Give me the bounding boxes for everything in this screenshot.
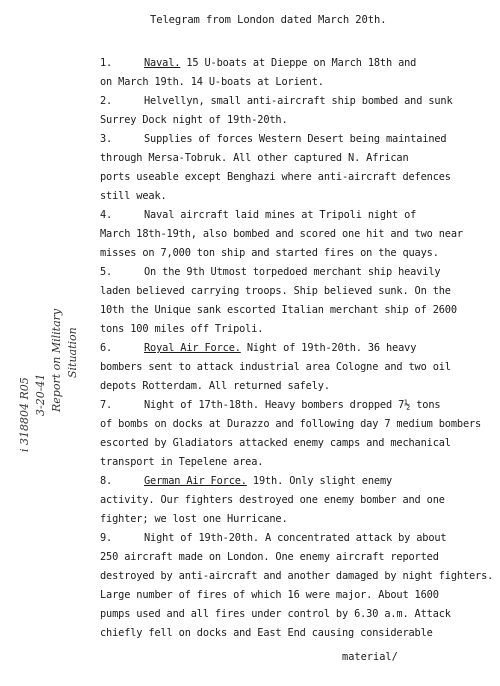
paragraph-line	[100, 377, 492, 396]
paragraph-line	[100, 149, 492, 168]
line-text: 15 U-boats at Dieppe on March 18th and	[186, 57, 417, 69]
paragraph-number: 1.	[100, 57, 113, 69]
paragraph-line	[100, 472, 492, 491]
paragraph	[100, 263, 492, 339]
line-text: Night of 19th-20th. 36 heavy	[246, 342, 417, 354]
line-text: escorted by Gladiators attacked enemy camps and mechanical	[100, 437, 451, 449]
line-text: activity. Our fighters destroyed one enemy bomber and one	[100, 494, 445, 506]
paragraph-line	[100, 434, 492, 453]
paragraph-line	[100, 396, 492, 415]
line-text: of bombs on docks at Durazzo and following day 7 medium bombers	[100, 418, 482, 430]
paragraph-line	[100, 605, 492, 624]
margin-note-date: 3-20-41	[34, 373, 47, 416]
section-heading: Naval.	[144, 57, 181, 69]
section-heading: German Air Force.	[144, 475, 247, 487]
line-text: 19th. Only slight enemy	[252, 475, 393, 487]
line-text: March 18th-19th, also bombed and scored one hit and two near	[100, 228, 463, 240]
paragraph-line	[100, 567, 492, 586]
paragraph-line	[100, 415, 492, 434]
paragraph	[100, 339, 492, 396]
line-text: transport in Tepelene area.	[100, 456, 264, 468]
paragraph	[100, 92, 492, 130]
paragraph-line	[100, 586, 492, 605]
margin-note-subject-cont: Situation	[66, 327, 79, 378]
paragraph-line	[100, 73, 492, 92]
paragraph-number: 5.	[100, 266, 113, 278]
paragraph	[100, 396, 492, 472]
paragraph-line	[100, 282, 492, 301]
line-text: bombers sent to attack industrial area Cologne and two oil	[100, 361, 451, 373]
document-title: Telegram from London dated March 20th.	[150, 14, 387, 26]
line-text: On the 9th Utmost torpedoed merchant ship heavily	[144, 266, 441, 278]
line-text: 250 aircraft made on London. One enemy aircraft reported	[100, 551, 439, 563]
paragraph-line	[100, 92, 492, 111]
paragraph-number: 9.	[100, 532, 113, 544]
paragraph-number: 2.	[100, 95, 113, 107]
paragraph-line	[100, 320, 492, 339]
paragraph-line	[100, 168, 492, 187]
line-text: 10th the Unique sank escorted Italian merchant ship of 2600	[100, 304, 457, 316]
paragraph-line	[100, 263, 492, 282]
paragraph-number: 7.	[100, 399, 113, 411]
line-text: Surrey Dock night of 19th-20th.	[100, 114, 288, 126]
paragraph	[100, 529, 492, 643]
line-text: Large number of fires of which 16 were major. About 1600	[100, 589, 439, 601]
paragraph-number: 6.	[100, 342, 113, 354]
paragraph-line	[100, 206, 492, 225]
paragraph-line	[100, 244, 492, 263]
paragraph-number: 4.	[100, 209, 113, 221]
paragraph-line	[100, 111, 492, 130]
line-text: Naval aircraft laid mines at Tripoli night of	[144, 209, 417, 221]
paragraph-line	[100, 453, 492, 472]
paragraph-line	[100, 130, 492, 149]
paragraph	[100, 472, 492, 529]
line-text: tons 100 miles off Tripoli.	[100, 323, 264, 335]
margin-note-reference: i 318804 R05	[18, 377, 31, 452]
paragraph	[100, 206, 492, 263]
line-text: through Mersa-Tobruk. All other captured N. African	[100, 152, 409, 164]
continuation-word: material/	[342, 651, 398, 663]
paragraph-line	[100, 548, 492, 567]
line-text: Night of 19th-20th. A concentrated attack by about	[144, 532, 447, 544]
line-text: destroyed by anti-aircraft and another damaged by night fighters.	[100, 570, 494, 582]
paragraph-line	[100, 529, 492, 548]
line-text: ports useable except Benghazi where anti-aircraft defences	[100, 171, 451, 183]
paragraph	[100, 130, 492, 206]
paragraph-line	[100, 225, 492, 244]
paragraph-line	[100, 301, 492, 320]
paragraph-line	[100, 54, 492, 73]
paragraph-number: 3.	[100, 133, 113, 145]
line-text: laden believed carrying troops. Ship believed sunk. On the	[100, 285, 451, 297]
line-text: pumps used and all fires under control by 6.30 a.m. Attack	[100, 608, 451, 620]
line-text: Supplies of forces Western Desert being maintained	[144, 133, 447, 145]
line-text: misses on 7,000 ton ship and started fires on the quays.	[100, 247, 439, 259]
line-text: Night of 17th-18th. Heavy bombers dropped 7½ tons	[144, 399, 441, 411]
margin-note-subject: Report on Military	[50, 308, 63, 412]
paragraph	[100, 54, 492, 92]
paragraph-line	[100, 187, 492, 206]
section-heading: Royal Air Force.	[144, 342, 241, 354]
paragraph-number: 8.	[100, 475, 113, 487]
line-text: chiefly fell on docks and East End causing considerable	[100, 627, 433, 639]
paragraph-line	[100, 491, 492, 510]
paragraph-line	[100, 510, 492, 529]
line-text: on March 19th. 14 U-boats at Lorient.	[100, 76, 324, 88]
line-text: Helvellyn, small anti-aircraft ship bombed and sunk	[144, 95, 453, 107]
line-text: depots Rotterdam. All returned safely.	[100, 380, 330, 392]
paragraph-line	[100, 358, 492, 377]
line-text: still weak.	[100, 190, 167, 202]
paragraph-line	[100, 339, 492, 358]
line-text: fighter; we lost one Hurricane.	[100, 513, 288, 525]
paragraph-line	[100, 624, 492, 643]
